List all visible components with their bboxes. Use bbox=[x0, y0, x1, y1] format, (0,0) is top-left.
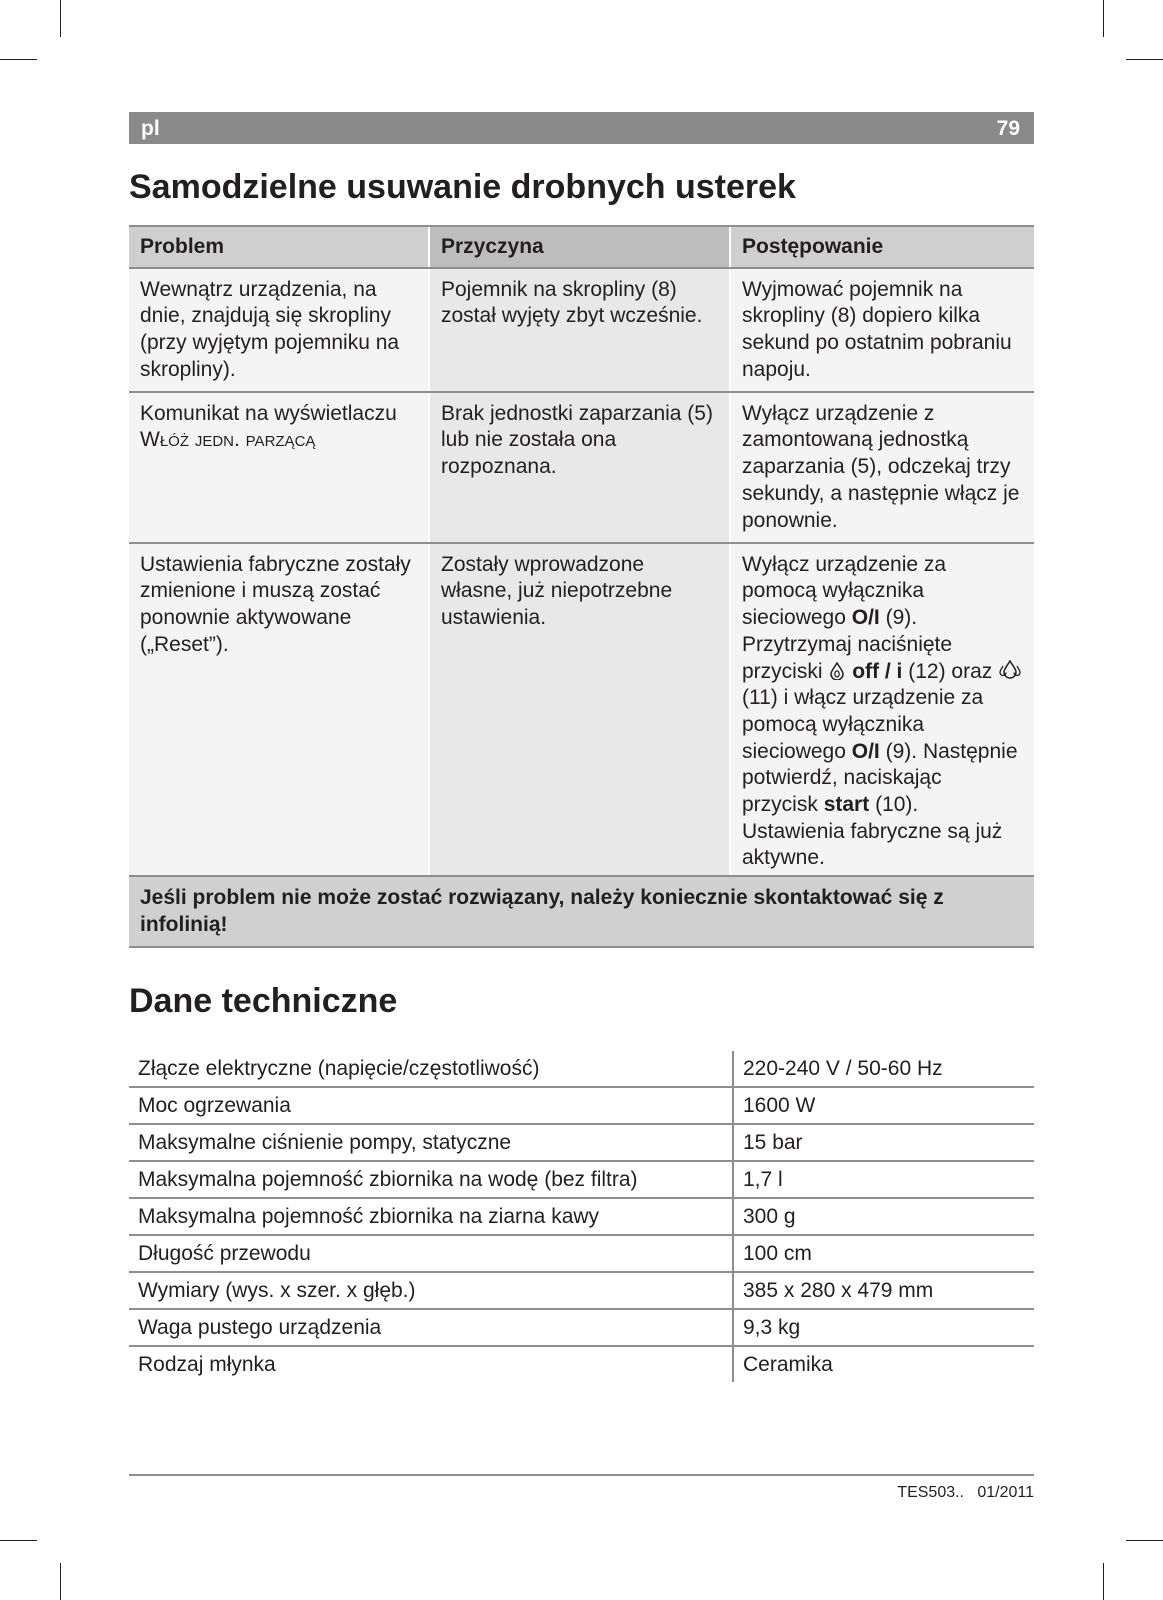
start-button-label: start bbox=[823, 793, 870, 817]
info-button-label: i bbox=[896, 659, 903, 683]
table-row bbox=[129, 1051, 1034, 1087]
table-row bbox=[129, 543, 1034, 876]
hotline-note: Jeśli problem nie może zostać rozwiązany, należy koniecznie skontaktować się z infolinią! bbox=[129, 876, 1034, 946]
table-row bbox=[129, 1272, 1034, 1309]
column-header-action: Postępowanie bbox=[730, 226, 1034, 268]
cause-cell: Zostały wprowadzone własne, już niepotrzebne ustawienia. bbox=[429, 543, 730, 876]
troubleshooting-table bbox=[129, 225, 1034, 948]
model-number: TES503.. bbox=[897, 1484, 964, 1501]
problem-text: Komunikat na wyświetlaczu bbox=[140, 401, 397, 425]
technical-data-title: Dane techniczne bbox=[129, 982, 398, 1020]
display-message: Włóż jedn. parzącą bbox=[140, 428, 316, 452]
cause-cell: Pojemnik na skropliny (8) został wyjęty zbyt wcześnie. bbox=[429, 268, 730, 392]
off-button-label: off / bbox=[852, 659, 891, 683]
table-row bbox=[129, 1161, 1034, 1198]
drops-icon bbox=[998, 660, 1022, 680]
crop-mark bbox=[1103, 1563, 1104, 1600]
spec-value: 100 cm bbox=[733, 1235, 1034, 1272]
problem-cell: Wewnątrz urządzenia, na dnie, znajdują się skropliny (przy wyjętym pojemniku na skropliny). bbox=[129, 268, 429, 392]
spec-label: Maksymalna pojemność zbiornika na ziarna kawy bbox=[129, 1198, 733, 1235]
power-switch-symbol: O/I bbox=[851, 739, 880, 763]
table-row bbox=[129, 268, 1034, 392]
crop-mark bbox=[1103, 0, 1104, 37]
column-header-problem: Problem bbox=[129, 226, 429, 268]
crop-mark bbox=[1126, 1540, 1163, 1541]
cause-cell: Brak jednostki zaparzania (5) lub nie została ona rozpoznana. bbox=[429, 392, 730, 543]
spec-label: Rodzaj młynka bbox=[138, 1352, 276, 1376]
language-code: pl bbox=[141, 117, 160, 140]
spec-value: 220-240 V / 50-60 Hz bbox=[733, 1051, 1034, 1087]
action-text: (10). Ustawienia fabryczne są już aktywne. bbox=[742, 793, 1003, 870]
technical-data-table bbox=[129, 1051, 1034, 1382]
spec-value: Ceramika bbox=[733, 1346, 1034, 1382]
table-footer-row bbox=[129, 876, 1034, 946]
page-header-bar bbox=[129, 112, 1034, 144]
spec-value: 1,7 l bbox=[733, 1161, 1034, 1198]
spec-value: 1600 W bbox=[733, 1087, 1034, 1124]
action-text: (9). Następnie potwierdź, naciskając przycisk bbox=[742, 739, 1018, 817]
table-row bbox=[129, 392, 1034, 543]
action-text: (11) i włącz urządzenie za pomocą wyłącznika sieciowego bbox=[742, 686, 984, 763]
crop-mark bbox=[0, 59, 37, 60]
spec-value: 300 g bbox=[733, 1198, 1034, 1235]
crop-mark bbox=[1126, 59, 1163, 60]
edition-date: 01/2011 bbox=[977, 1484, 1034, 1501]
spec-label: Długość przewodu bbox=[129, 1235, 733, 1272]
table-row bbox=[129, 1087, 1034, 1124]
table-header-row bbox=[129, 226, 1034, 268]
spec-label: Maksymalne ciśnienie pompy, statyczne bbox=[129, 1124, 733, 1161]
table-row bbox=[129, 1124, 1034, 1161]
action-cell: Wyjmować pojemnik na skropliny (8) dopiero kilka sekund po ostatnim pobraniu napoju. bbox=[730, 268, 1034, 392]
crop-mark bbox=[60, 0, 61, 37]
action-text: (9). Przytrzymaj naciśnięte przyciski bbox=[742, 606, 953, 683]
page-number: 79 bbox=[996, 117, 1020, 140]
table-row bbox=[129, 1346, 1034, 1382]
table-row bbox=[129, 1235, 1034, 1272]
action-text: Wyłącz urządzenie za pomocą wyłącznika sieciowego bbox=[742, 552, 947, 630]
column-header-cause: Przyczyna bbox=[429, 226, 730, 268]
spec-value: 15 bar bbox=[733, 1124, 1034, 1161]
spec-label: Maksymalna pojemność zbiornika na wodę (bez filtra) bbox=[129, 1161, 733, 1198]
troubleshooting-title: Samodzielne usuwanie drobnych usterek bbox=[129, 168, 796, 206]
action-cell bbox=[730, 543, 1034, 876]
action-text: (12) oraz bbox=[908, 659, 993, 683]
spec-label: Moc ogrzewania bbox=[129, 1087, 733, 1124]
spec-label: Waga pustego urządzenia bbox=[129, 1309, 733, 1346]
table-row bbox=[129, 1198, 1034, 1235]
crop-mark bbox=[60, 1563, 61, 1600]
power-switch-symbol: O/I bbox=[851, 606, 880, 630]
footer-info bbox=[897, 1484, 1034, 1502]
spec-label: Złącze elektryczne (napięcie/częstotliwość) bbox=[129, 1051, 733, 1087]
drop-with-bean-icon bbox=[828, 662, 846, 680]
table-row bbox=[129, 1309, 1034, 1346]
footer-rule bbox=[129, 1474, 1034, 1476]
problem-cell: Ustawienia fabryczne zostały zmienione i muszą zostać ponownie aktywowane („Reset”). bbox=[129, 543, 429, 876]
crop-mark bbox=[0, 1540, 37, 1541]
spec-value: 9,3 kg bbox=[733, 1309, 1034, 1346]
spec-value: 385 x 280 x 479 mm bbox=[733, 1272, 1034, 1309]
problem-cell bbox=[129, 392, 429, 543]
spec-label: Wymiary (wys. x szer. x głęb.) bbox=[129, 1272, 733, 1309]
action-cell: Wyłącz urządzenie z zamontowaną jednostką zaparzania (5), odczekaj trzy sekundy, a następnie włącz je ponownie. bbox=[730, 392, 1034, 543]
